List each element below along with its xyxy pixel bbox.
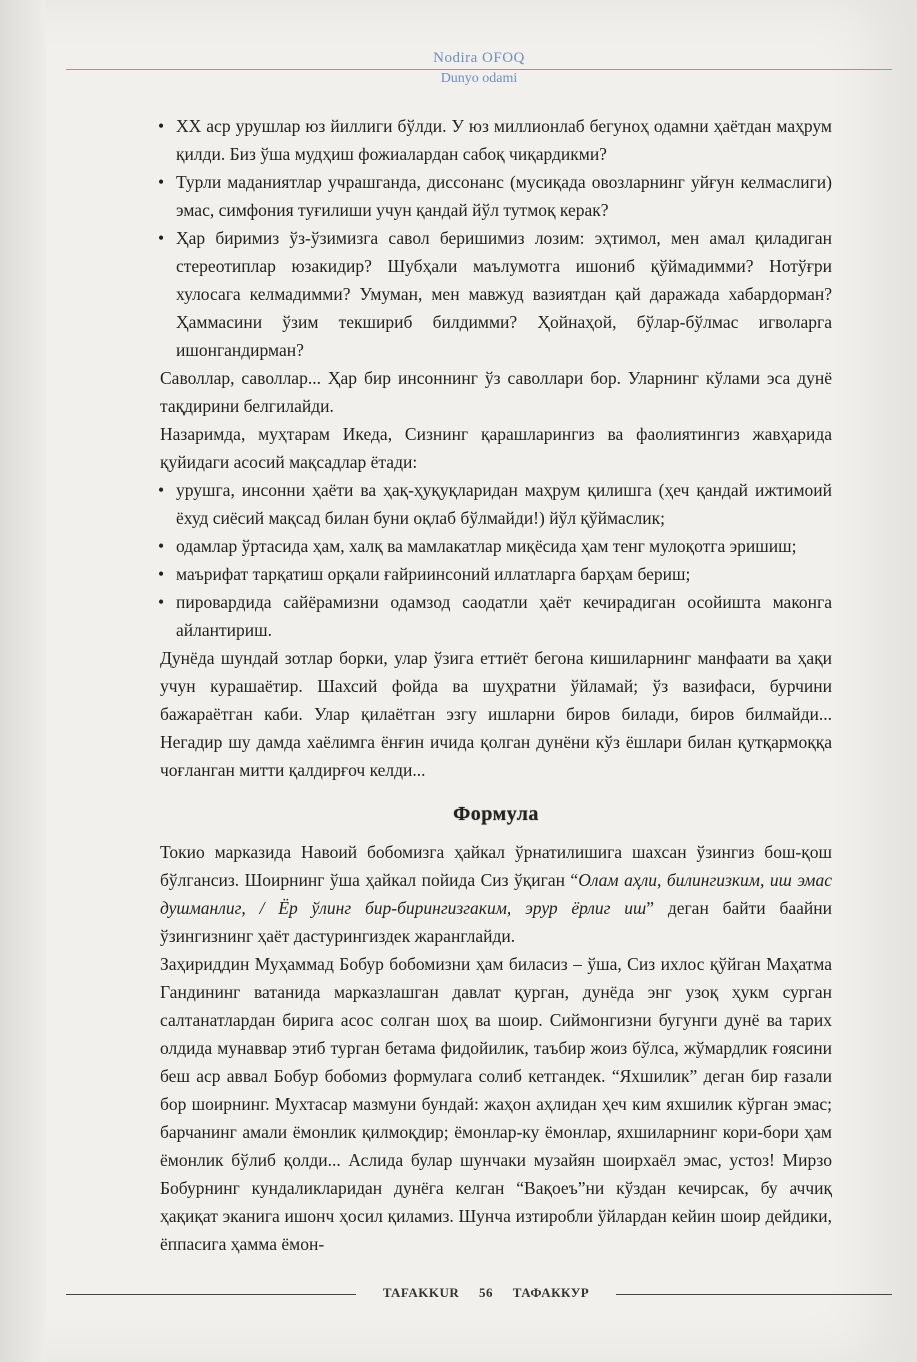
paragraph: Токио марказида Навоий бобомизга ҳайкал ўрнатилишига шахсан ўзингиз бош-қош бўлгансиз. Шоирнинг ўша ҳайкал пойида Сиз ўқиган “Олам аҳли, билингизким, иш эмас душманлиг, / Ёр ўлинг бир-бирингизгаким, эрур ёрлиг иш” деган байти баайни ўзингизнинг ҳаёт дастурингиздек жаранглайди. [160, 842, 832, 946]
page-body [160, 112, 832, 1258]
paragraph: Саволлар, саволлар... Ҳар бир инсоннинг ўз саволлари бор. Уларнинг кўлами эса дунё тақдирини белгилайди. [160, 368, 832, 416]
bullet-icon: • [158, 480, 165, 500]
section-title: Формула [453, 803, 539, 825]
footer-rule-right [616, 1294, 892, 1295]
paragraph: Дунёда шундай зотлар борки, улар ўзига еттиёт бегона кишиларнинг манфаати ва ҳақи учун курашаётир. Шахсий фойда ва шуҳратни ўйламай; ўз вазифаси, бурчини бажараётган каби. Улар қилаётган эзгу ишларни биров билади, биров билмайди... Негадир шу дамда хаёлимга ёнғин ичида қолган дунёни кўз ёшлари билан қутқармоққа чоғланган митти қалдирғоч келди... [160, 648, 832, 780]
footer-rule-left [66, 1294, 356, 1295]
footer-text [366, 1285, 606, 1301]
page-number: 56 [479, 1285, 494, 1300]
list-item: • Турли маданиятлар учрашганда, диссонанс (мусиқада овозларнинг уйғун келмаслиги) эмас, симфония туғилиши учун қандай йўл тутмоқ керак? [160, 168, 832, 224]
running-header [66, 50, 892, 87]
list-item: • урушга, инсонни ҳаёти ва ҳақ-ҳуқуқларидан маҳрум қилишга (ҳеч қандай ижтимоий ёхуд сиёсий мақсад билан буни оқлаб бўлмайди!) йўл қўймаслик; [160, 476, 832, 532]
bullet-icon: • [158, 116, 165, 136]
header-book-title: Dunyo odami [440, 71, 518, 86]
list-item: • Ҳар биримиз ўз-ўзимизга савол беришимиз лозим: эҳтимол, мен амал қиладиган стереотиплар юзакидир? Шубҳали маълумотга ишониб қўймадимми? Нотўғри хулосага келмадимми? Умуман, мен мавжуд вазиятдан қай даражада хабардорман? Ҳаммасини ўзим текшириб билдимми? Ҳойнаҳой, бўлар-бўлмас игволарга ишонгандирман? [160, 224, 832, 364]
page-binding-shadow [0, 0, 46, 1362]
running-footer [66, 1284, 892, 1304]
paragraph: Заҳириддин Муҳаммад Бобур бобомизни ҳам биласиз – ўша, Сиз ихлос қўйган Маҳатма Гандининг ватанида марказлашган давлат қурган, дунёда энг узоқ ҳукм сурган салтанатлардан бирига асос солган шоҳ ва шоир. Сиймонгизни бугунги дунё ва тарих олдида мунаввар этиб турган бетама фидойилик, таъбир жоиз бўлса, жўмардлик ғоясини беш аср аввал Бобур бобомиз формулага солиб кетгандек. “Яхшилик” деган бир ғазали бор шоирнинг. Мухтасар мазмуни бундай: жаҳон аҳлидан ҳеч ким яхшилик кўрган эмас; барчанинг амали ёмонлик қилмоқдир; ёмонлар-ку ёмонлар, яхшиларнинг кори-бори ҳам ёмонлик бўлиб қолди... Аслида булар шунчаки музайян шоирхаёл эмас, устоз! Мирзо Бобурнинг кундаликларидан дунёга келган “Вақоеъ”ни кўздан кечирсак, бу аччиқ ҳақиқат эканига ишонч ҳосил қиламиз. Шунча изтиробли ўйлардан кейин шоир дейдики, ёппасига ҳамма ёмон- [160, 954, 832, 1254]
bullet-icon: • [158, 228, 165, 248]
bullet-icon: • [158, 536, 165, 556]
list-item: • пировардида сайёрамизни одамзод саодатли ҳаёт кечирадиган осойишта маконга айлантириш. [160, 588, 832, 644]
bullet-icon: • [158, 592, 165, 612]
header-author: Nodira OFOQ [433, 50, 525, 66]
quoted-verse: Олам аҳли, билингизким, иш эмас душманлиг, / Ёр ўлинг бир-бирингизгаким, эрур ёрлиг иш [160, 870, 832, 918]
footer-left-label: TAFAKKUR [382, 1285, 460, 1300]
list-item: • маърифат тарқатиш орқали ғайриинсоний иллатларга барҳам бериш; [160, 560, 832, 588]
list-item: • одамлар ўртасида ҳам, халқ ва мамлакатлар миқёсида ҳам тенг мулоқотга эришиш; [160, 532, 832, 560]
paragraph: Назаримда, муҳтарам Икеда, Сизнинг қарашларингиз ва фаолиятингиз жавҳарида қуйидаги асосий мақсадлар ётади: [160, 424, 832, 472]
bullet-icon: • [158, 564, 165, 584]
bullet-icon: • [158, 172, 165, 192]
header-rule [66, 69, 892, 70]
footer-right-label: ТАФАККУР [512, 1285, 590, 1300]
list-item: • XX аср урушлар юз йиллиги бўлди. У юз миллионлаб бегуноҳ одамни ҳаётдан маҳрум қилди. Биз ўша мудҳиш фожиалардан сабоқ чиқардикми? [160, 112, 832, 168]
